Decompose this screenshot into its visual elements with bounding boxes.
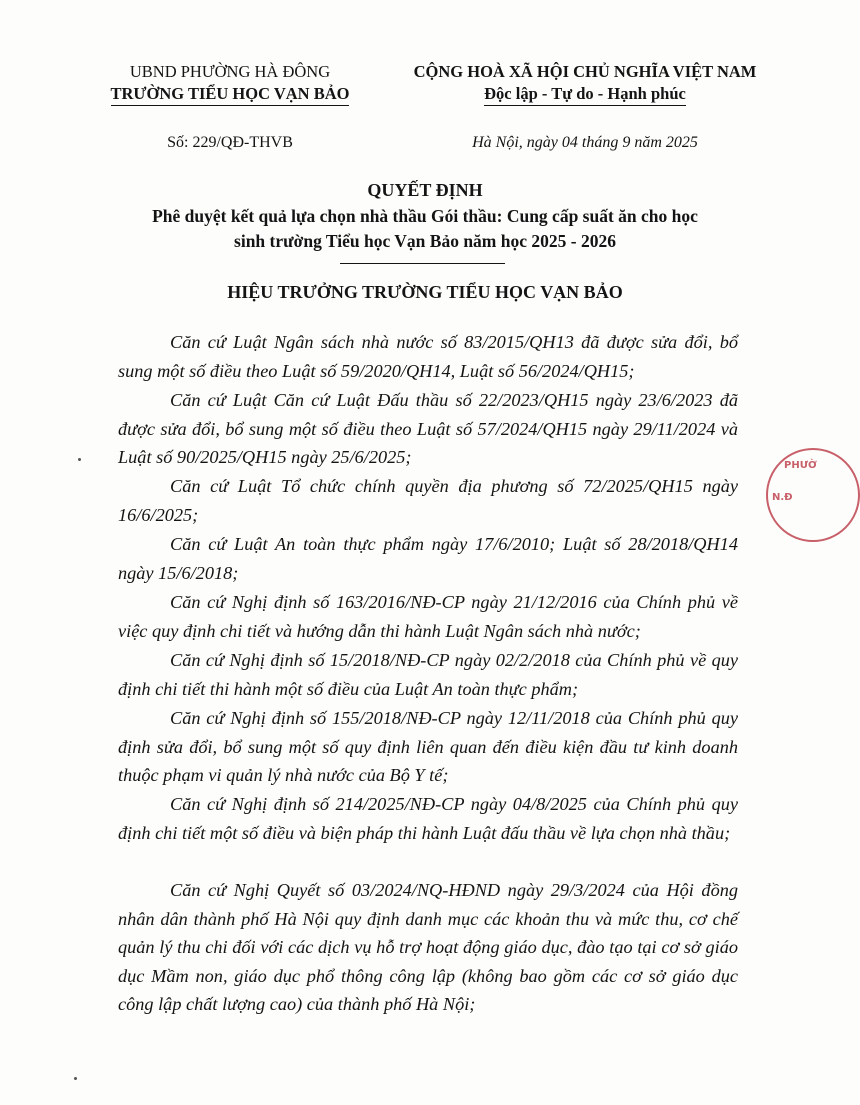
scan-speck: [78, 458, 81, 461]
scan-speck: [74, 1077, 77, 1080]
document-heading: QUYẾT ĐỊNH: [367, 180, 483, 200]
national-motto: [390, 84, 780, 106]
paragraph-6: Căn cứ Nghị định số 15/2018/NĐ-CP ngày 02/2/2018 của Chính phủ về quy định chi tiết thi hành một số điều của Luật An toàn thực phẩm;: [118, 650, 738, 699]
paragraph-1: Căn cứ Luật Ngân sách nhà nước số 83/2015/QH13 đã được sửa đổi, bổ sung một số điều theo Luật số 59/2020/QH14, Luật số 56/2024/QH15;: [118, 332, 738, 381]
document-subject-line2: sinh trường Tiểu học Vạn Bảo năm học 2025 - 2026: [234, 231, 616, 251]
place-date: Hà Nội, ngày 04 tháng 9 năm 2025: [472, 134, 698, 151]
paragraph-7: Căn cứ Nghị định số 155/2018/NĐ-CP ngày 12/11/2018 của Chính phủ quy định sửa đổi, bổ sung một số quy định liên quan đến điều kiện đầu tư kinh doanh thuộc phạm vi quản lý nhà nước của Bộ Y tế;: [118, 708, 738, 786]
authority-heading: HIỆU TRƯỞNG TRƯỜNG TIỂU HỌC VẠN BẢO: [227, 282, 623, 302]
document-number: Số: 229/QĐ-THVB: [167, 134, 293, 151]
stamp-text: PHƯỜ: [784, 460, 817, 471]
issuing-authority: UBND PHƯỜNG HÀ ĐÔNG: [129, 62, 331, 81]
paragraph-4: Căn cứ Luật An toàn thực phẩm ngày 17/6/2010; Luật số 28/2018/QH14 ngày 15/6/2018;: [118, 534, 738, 583]
paragraph-8: Căn cứ Nghị định số 214/2025/NĐ-CP ngày 04/8/2025 của Chính phủ quy định chi tiết một số điều và biện pháp thi hành Luật đấu thầu về lựa chọn nhà thầu;: [118, 794, 738, 843]
paragraph-3: Căn cứ Luật Tổ chức chính quyền địa phương số 72/2025/QH15 ngày 16/6/2025;: [118, 476, 738, 525]
school-name: [95, 84, 365, 106]
document-subject-line1: Phê duyệt kết quả lựa chọn nhà thầu Gói thầu: Cung cấp suất ăn cho học: [152, 206, 698, 226]
national-motto-text: Độc lập - Tự do - Hạnh phúc: [484, 84, 686, 106]
paragraph-2: Căn cứ Luật Căn cứ Luật Đấu thầu số 22/2023/QH15 ngày 23/6/2023 đã được sửa đổi, bổ sung một số điều theo Luật số 57/2024/QH15 ngày 29/11/2024 và Luật số 90/2025/QH15 ngày 25/6/2025;: [118, 390, 738, 468]
stamp-text-2: N.Đ: [772, 492, 793, 503]
paragraph-5: Căn cứ Nghị định số 163/2016/NĐ-CP ngày 21/12/2016 của Chính phủ về việc quy định chi tiết và hướng dẫn thi hành Luật Ngân sách nhà nước;: [118, 592, 738, 641]
national-title: CỘNG HOÀ XÃ HỘI CHỦ NGHĨA VIỆT NAM: [413, 62, 757, 81]
school-name-text: TRƯỜNG TIỂU HỌC VẠN BẢO: [111, 84, 350, 106]
paragraph-9: Căn cứ Nghị Quyết số 03/2024/NQ-HĐND ngày 29/3/2024 của Hội đồng nhân dân thành phố Hà Nội quy định danh mục các khoản thu và mức thu, cơ chế quản lý thu chi đối với các dịch vụ hỗ trợ hoạt động giáo dục, đào tạo tại cơ sở giáo dục Mầm non, giáo dục phổ thông công lập (không bao gồm các cơ sở giáo dục công lập chất lượng cao) của thành phố Hà Nội;: [118, 880, 738, 1015]
official-stamp: [766, 448, 860, 542]
title-divider: [340, 263, 505, 264]
